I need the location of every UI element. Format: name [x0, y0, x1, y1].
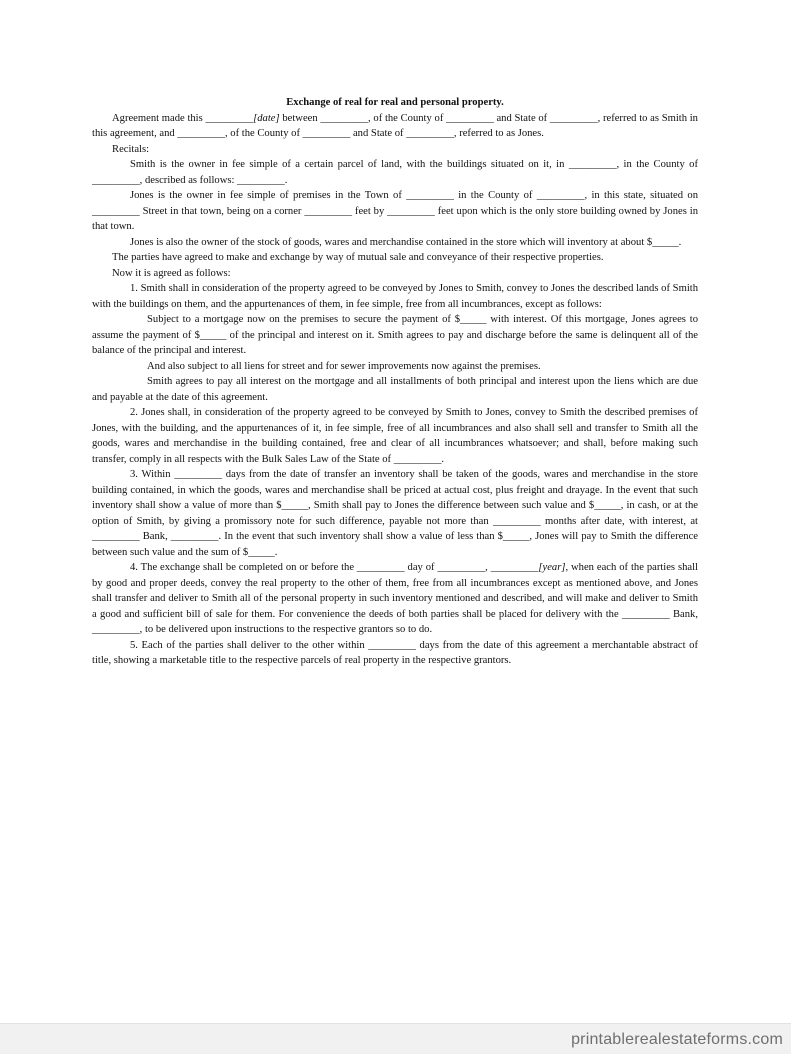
- clause-4: [92, 560, 698, 638]
- clause-1-mortgage: Subject to a mortgage now on the premises to secure the payment of $_____ with interest. Of this mortgage, Jones agrees to assume the payment of $_____ of the principal and interest on it. Smith agrees to pay and discharge before the same is delinquent all of the balance of the principal and interest.: [92, 314, 698, 356]
- intro-paragraph: [92, 111, 698, 142]
- clause-1: 1. Smith shall in consideration of the property agreed to be conveyed by Jones to Smith, convey to Jones the described lands of Smith with the buildings on them, and the appurtenances of them, in fee simple, free from all incumbrances, except as follows:: [92, 283, 698, 310]
- intro-text-a: Agreement made this _________: [112, 112, 254, 124]
- clause-4-text-b: , when each of the parties shall by good and proper deeds, convey the real property to the other of them, free from all incumbrances except as mentioned above, and Jones shall transfer and deliver to Smith all of the personal property in such inventory mentioned and described, and will make and deliver to Smith a good and sufficient bill of sale for them. For convenience the deeds of both parties shall be placed for delivery with the _________ Bank, _________, to be delivered upon instructions to the respective grantors so to do.: [92, 562, 698, 635]
- recital-jones-premises: Jones is the owner in fee simple of premises in the Town of _________ in the County of _________, in this state, situated on _________ Street in that town, being on a corner _________ feet by _________ feet upon which is the only store building owned by Jones in that town.: [92, 190, 698, 232]
- document-title: Exchange of real for real and personal property.: [286, 97, 504, 108]
- recital-mutual-exchange: The parties have agreed to make and exchange by way of mutual sale and conveyance of their respective properties.: [112, 252, 604, 263]
- clause-2: 2. Jones shall, in consideration of the property agreed to be conveyed by Smith to Jones, convey to Smith the described premises of Jones, with the building, and the appurtenances of it, in fee simple, free of all incumbrances and also shall sell and transfer to Smith all the goods, wares and merchandise in the building contained, free and clear of all incumbrances whatsoever; and shall, before making such transfer, comply in all respects with the Bulk Sales Law of the State of _________.: [92, 407, 698, 465]
- intro-text-b: between _________, of the County of _________ and State of _________, referred to as Smith in this agreement, and _________, of the County of _________ and State of _________, referred to as Jones.: [92, 112, 698, 139]
- footer-bar: [0, 1023, 791, 1054]
- clause-3: 3. Within _________ days from the date of transfer an inventory shall be taken of the goods, wares and merchandise in the store building contained, in which the goods, wares and merchandise shall be priced at actual cost, plus freight and drayage. In the event that such inventory shall show a value of more than $_____, Smith shall pay to Jones the difference between such value and $_____, in cash, or at the option of Smith, by giving a promissory note for such difference, payable not more than _________ months after date, with interest, at _________ Bank, _________. In the event that such inventory shall show a value of less than $_____, Jones will pay to Smith the difference between such value and the sum of $_____.: [92, 469, 698, 558]
- agreed-heading: Now it is agreed as follows:: [112, 267, 231, 279]
- clause-1-liens: And also subject to all liens for street and for sewer improvements now against the premises.: [147, 360, 541, 372]
- recitals-heading: Recitals:: [112, 143, 150, 155]
- clause-1-interest: Smith agrees to pay all interest on the mortgage and all installments of both principal and interest upon the liens which are due and payable at the date of this agreement.: [92, 376, 698, 403]
- document-page: [92, 95, 698, 669]
- clause-5: 5. Each of the parties shall deliver to the other within _________ days from the date of this agreement a merchantable abstract of title, showing a marketable title to the respective parcels of real property in the respective grantors.: [92, 639, 698, 666]
- clause-4-text-a: 4. The exchange shall be completed on or before the _________ day of _________, _________: [130, 562, 539, 573]
- footer-site-link[interactable]: printablerealestateforms.com: [571, 1031, 783, 1048]
- year-placeholder: [year]: [538, 562, 566, 573]
- recital-jones-stock: Jones is also the owner of the stock of goods, wares and merchandise contained in the store which will inventory at about $_____.: [130, 236, 682, 248]
- recital-smith-land: Smith is the owner in fee simple of a certain parcel of land, with the buildings situated on it, in _________, in the County of _________, described as follows: _________.: [92, 159, 698, 186]
- date-placeholder: [date]: [253, 112, 280, 124]
